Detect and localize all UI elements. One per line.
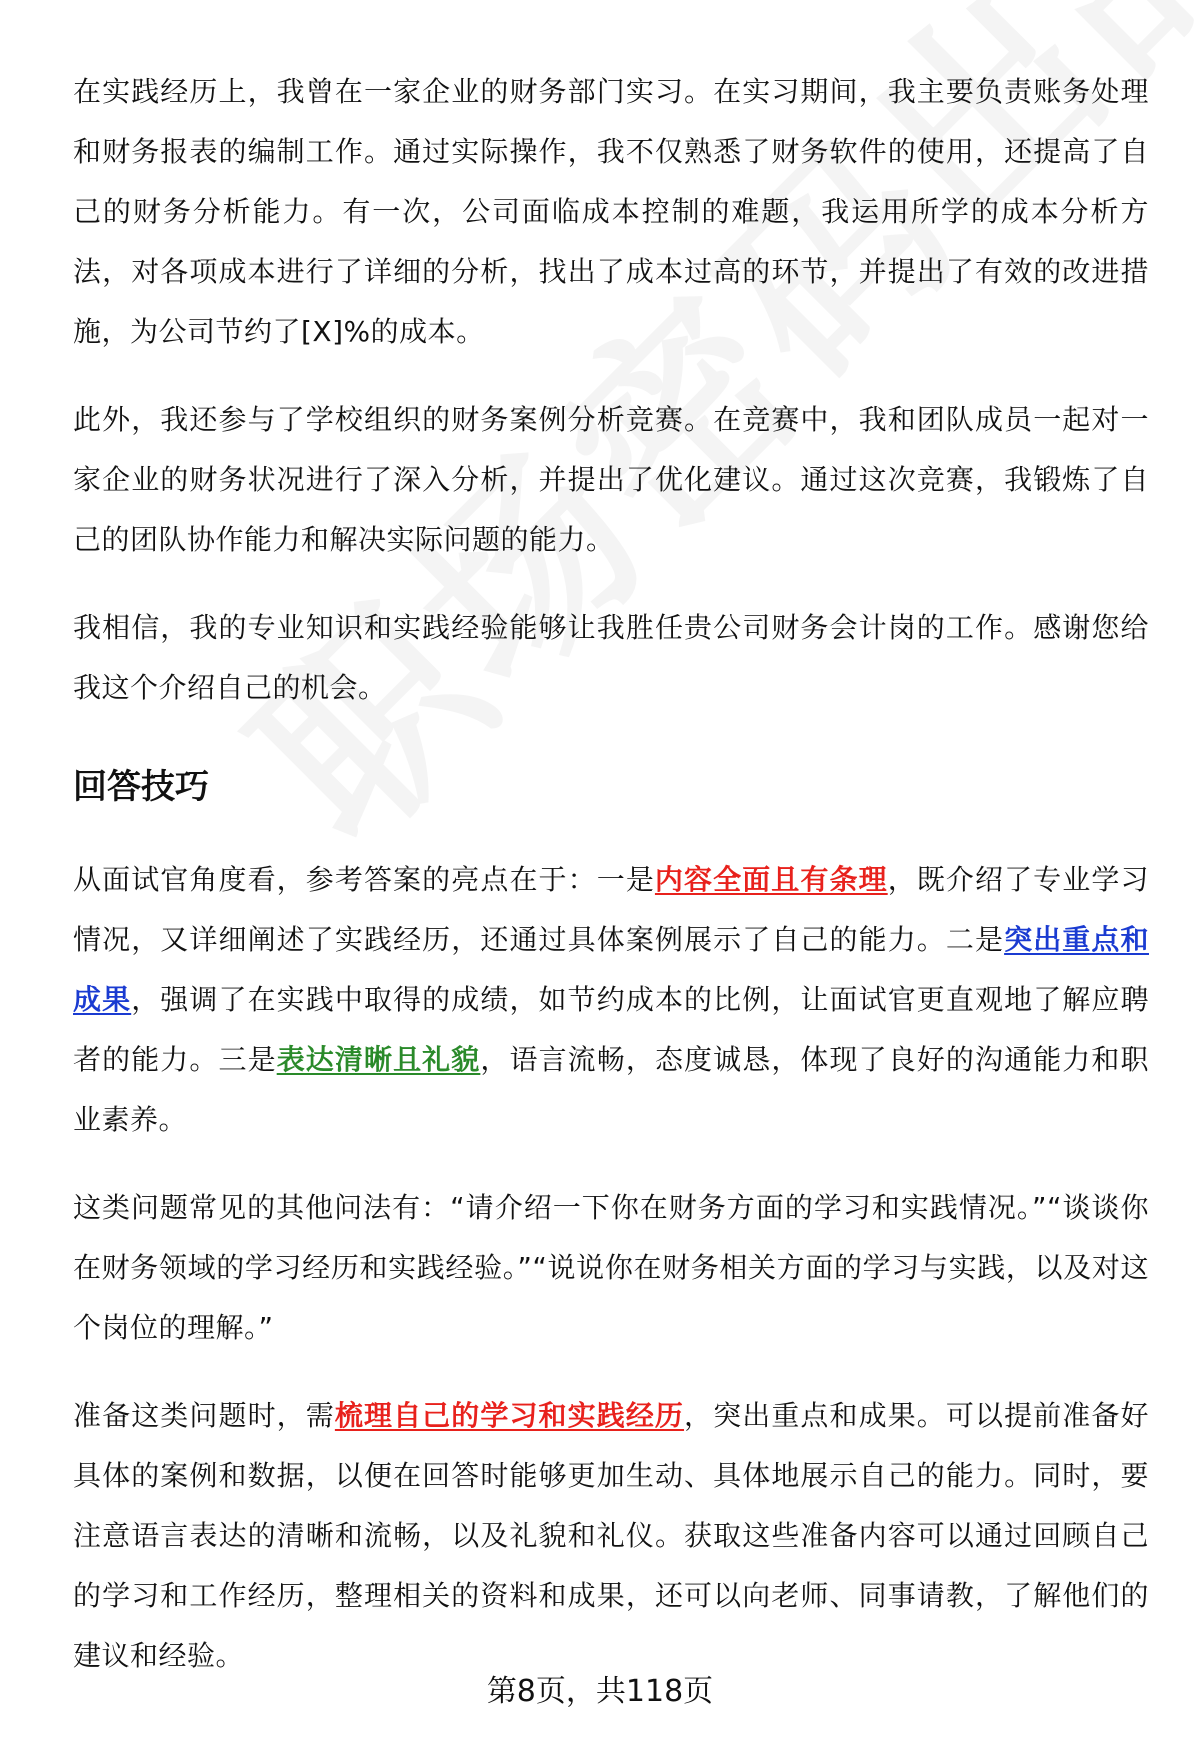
- tips-text-1: 从面试官角度看，参考答案的亮点在于：一是: [73, 863, 655, 896]
- highlight-comprehensive: 内容全面且有条理: [654, 863, 888, 896]
- paragraph-preparation: [73, 1386, 1149, 1686]
- tips-text-3: ，强调了在实践中取得的成绩，如节约成本的比例，让面试官更直观地了解应聘者的能力。三是: [73, 983, 1149, 1076]
- tips-text-2: ，既介绍了专业学习情况，又详细阐述了实践经历，还通过具体案例展示了自己的能力。二是: [73, 863, 1149, 956]
- paragraph-competition: 此外，我还参与了学校组织的财务案例分析竞赛。在竞赛中，我和团队成员一起对一家企业的财务状况进行了深入分析，并提出了优化建议。通过这次竞赛，我锻炼了自己的团队协作能力和解决实际问题的能力。: [73, 403, 1149, 556]
- highlight-sort-experience: 梳理自己的学习和实践经历: [334, 1399, 685, 1432]
- document-body: [73, 62, 1149, 1714]
- paragraph-tips-highlights: [73, 850, 1149, 1150]
- tips-text-4: ，语言流畅，态度诚恳，体现了良好的沟通能力和职业素养。: [73, 1043, 1149, 1136]
- section-heading: 回答技巧: [73, 767, 209, 807]
- prep-text-1: 准备这类问题时，需: [73, 1399, 335, 1432]
- highlight-key-results: 突出重点和成果: [73, 923, 1149, 1016]
- paragraph-alternative-questions: 这类问题常见的其他问法有：“请介绍一下你在财务方面的学习和实践情况。”“谈谈你在财务领域的学习经历和实践经验。”“说说你在财务相关方面的学习与实践，以及对这个岗位的理解。”: [73, 1191, 1149, 1344]
- prep-text-2: ，突出重点和成果。可以提前准备好具体的案例和数据，以便在回答时能够更加生动、具体地展示自己的能力。同时，要注意语言表达的清晰和流畅，以及礼貌和礼仪。获取这些准备内容可以通过回顾自己的学习和工作经历，整理相关的资料和成果，还可以向老师、同事请教，了解他们的建议和经验。: [73, 1399, 1149, 1672]
- highlight-clear-polite: 表达清晰且礼貌: [276, 1043, 481, 1076]
- page-number-footer: 第8页，共118页: [486, 1674, 714, 1709]
- paragraph-closing: 我相信，我的专业知识和实践经验能够让我胜任贵公司财务会计岗的工作。感谢您给我这个介绍自己的机会。: [73, 611, 1149, 704]
- paragraph-practice-experience: 在实践经历上，我曾在一家企业的财务部门实习。在实习期间，我主要负责账务处理和财务报表的编制工作。通过实际操作，我不仅熟悉了财务软件的使用，还提高了自己的财务分析能力。有一次，公司面临成本控制的难题，我运用所学的成本分析方法，对各项成本进行了详细的分析，找出了成本过高的环节，并提出了有效的改进措施，为公司节约了[X]%的成本。: [73, 75, 1149, 348]
